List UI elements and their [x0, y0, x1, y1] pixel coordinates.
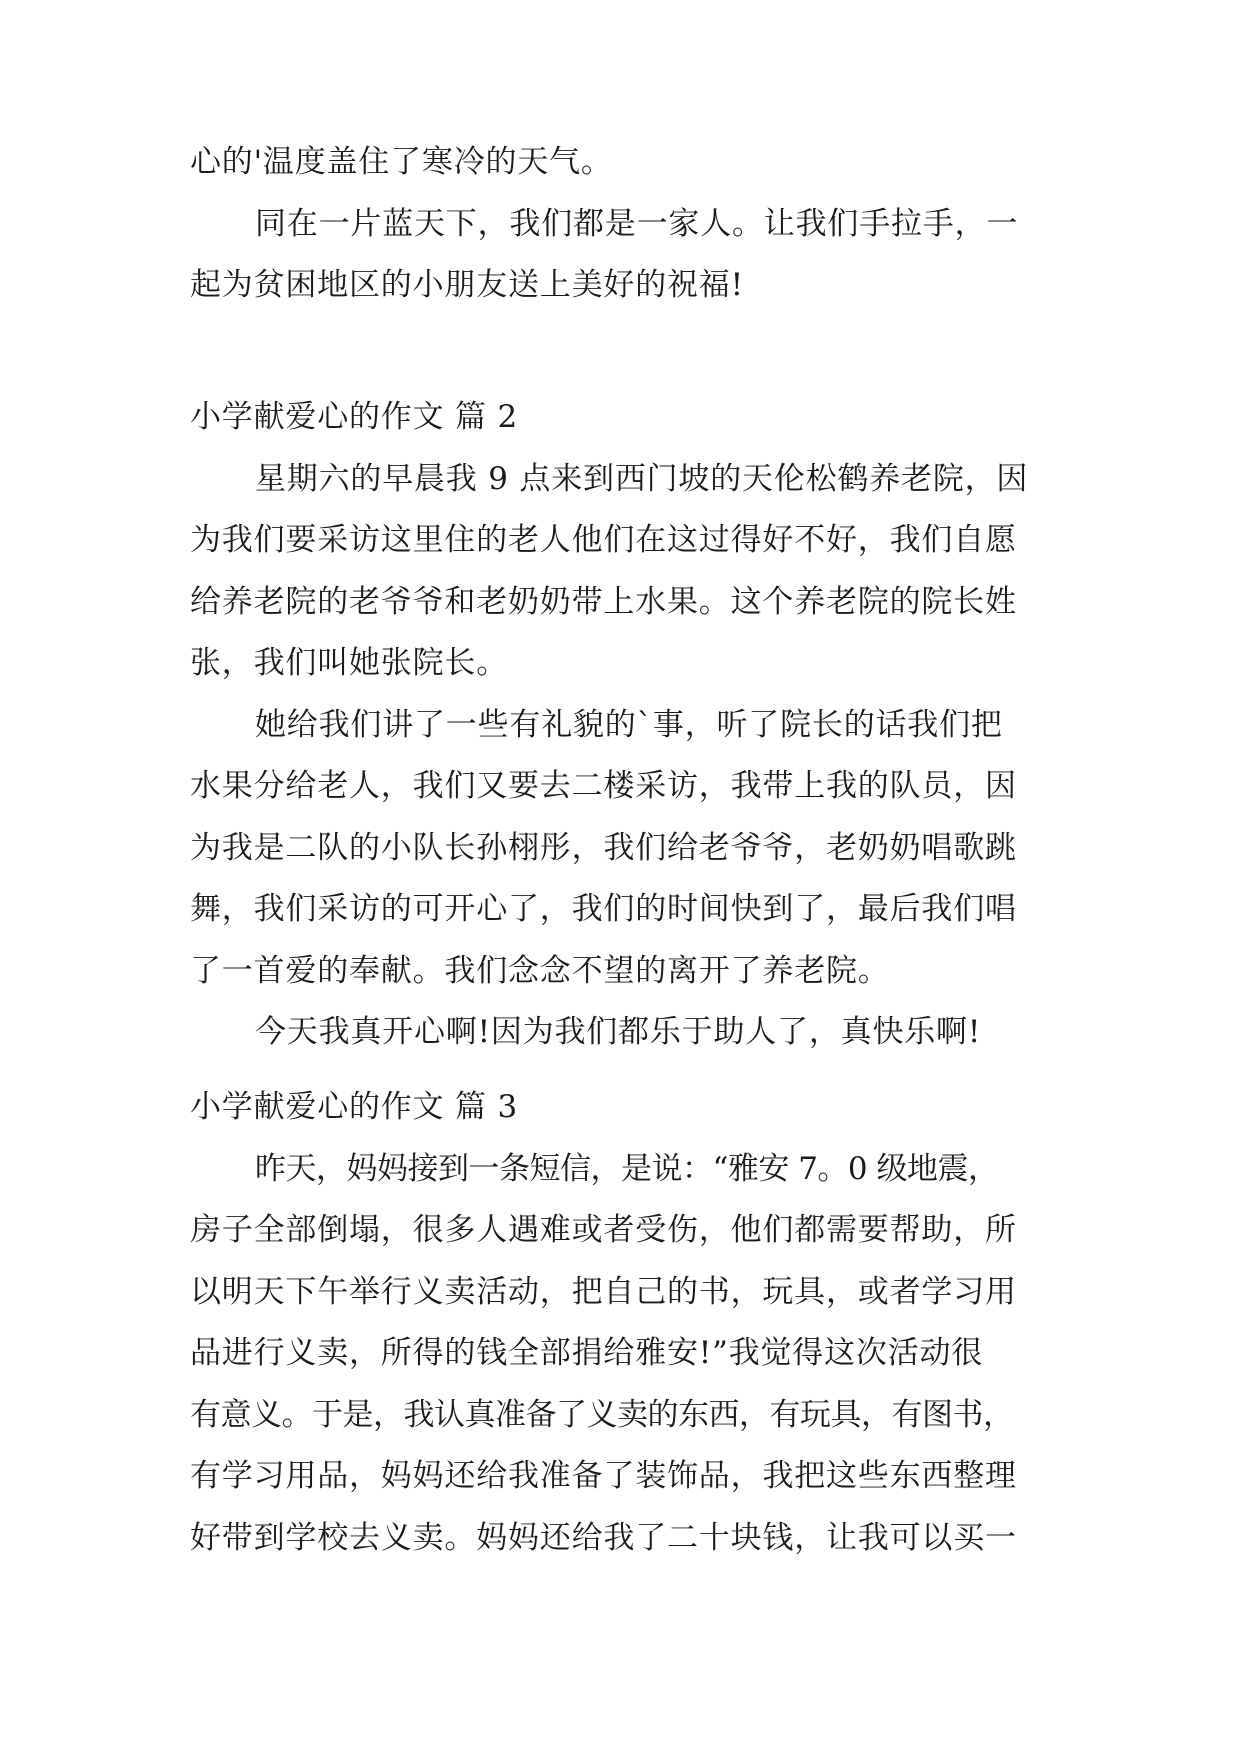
section-title: 小学献爱心的作文 篇 2 — [190, 399, 519, 435]
paragraph-line: 有意义。于是，我认真准备了义卖的东西，有玩具，有图书， — [190, 1396, 1014, 1433]
intro-block — [190, 132, 1090, 317]
paragraph-line: 心的'温度盖住了寒冷的天气。 — [190, 144, 613, 180]
paragraph-line: 给养老院的老爷爷和老奶奶带上水果。这个养老院的院长姓 — [190, 583, 1017, 620]
paragraph-line: 品进行义卖，所得的钱全部捐给雅安!”我觉得这次活动很 — [190, 1335, 984, 1371]
section-3 — [190, 1077, 1090, 1569]
paragraph-line: 昨天，妈妈接到一条短信，是说：“雅安 7。0 级地震， — [255, 1150, 999, 1187]
section-title: 小学献爱心的作文 篇 3 — [190, 1089, 519, 1125]
paragraph-line: 有学习用品，妈妈还给我准备了装饰品，我把这些东西整理 — [190, 1458, 1017, 1494]
paragraph-line: 舞，我们采访的可开心了，我们的时间快到了，最后我们唱 — [190, 891, 1017, 927]
paragraph-line: 张，我们叫她张院长。 — [190, 645, 508, 681]
paragraph-line: 为我们要采访这里住的老人他们在这过得好不好，我们自愿 — [190, 522, 1017, 558]
paragraph-line: 她给我们讲了一些有礼貌的`事，听了院长的话我们把 — [255, 706, 1003, 743]
paragraph-line: 为我是二队的小队长孙栩彤，我们给老爷爷，老奶奶唱歌跳 — [190, 829, 1017, 866]
paragraph-line: 好带到学校去义卖。妈妈还给我了二十块钱，让我可以买一 — [190, 1519, 1017, 1556]
paragraph-line: 以明天下午举行义卖活动，把自己的书，玩具，或者学习用 — [190, 1273, 1017, 1310]
paragraph-line: 今天我真开心啊!因为我们都乐于助人了，真快乐啊! — [255, 1014, 982, 1050]
paragraph-line: 水果分给老人，我们又要去二楼采访，我带上我的队员，因 — [190, 768, 1017, 804]
paragraph-line: 同在一片蓝天下，我们都是一家人。让我们手拉手，一 — [255, 205, 1019, 242]
paragraph-line: 房子全部倒塌，很多人遇难或者受伤，他们都需要帮助，所 — [190, 1212, 1017, 1248]
paragraph-line: 星期六的早晨我 9 点来到西门坡的天伦松鹤养老院，因 — [255, 460, 1029, 497]
paragraph-line: 起为贫困地区的小朋友送上美好的祝福! — [190, 267, 744, 303]
paragraph-line: 了一首爱的奉献。我们念念不望的离开了养老院。 — [190, 952, 890, 989]
section-2 — [190, 387, 1090, 1064]
